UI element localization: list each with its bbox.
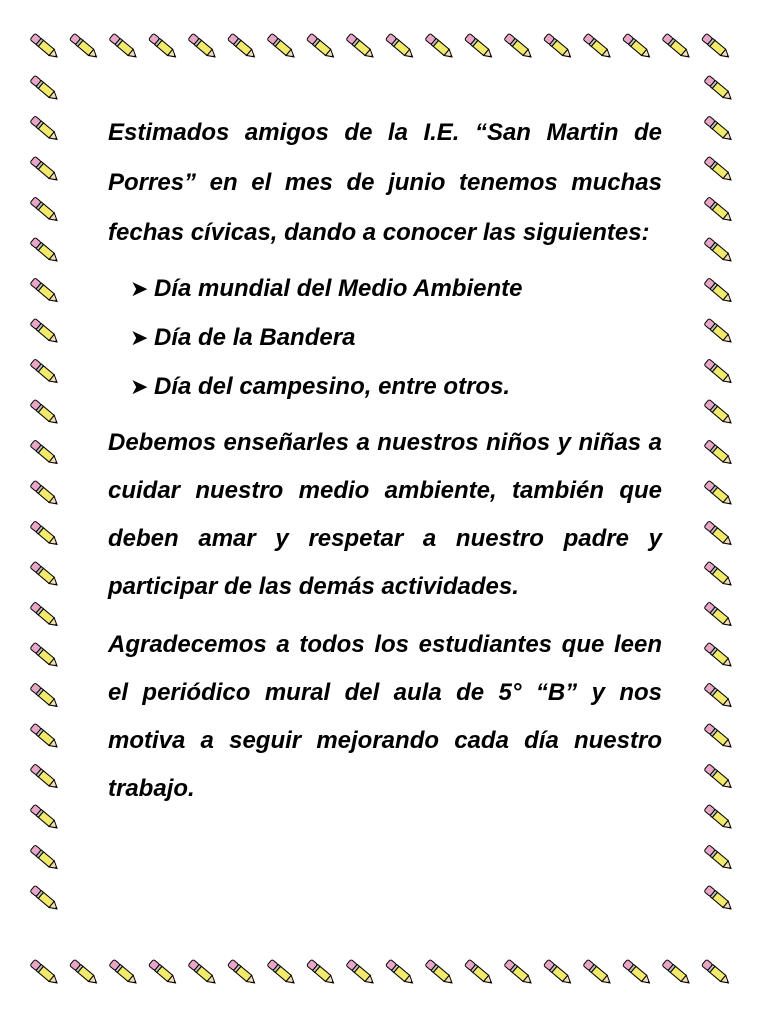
pencil-icon: [425, 959, 455, 986]
pencil-icon: [30, 75, 60, 102]
pencil-icon: [30, 845, 60, 872]
pencil-icon: [109, 959, 139, 986]
pencil-icon: [464, 33, 494, 60]
pencil-icon: [188, 33, 218, 60]
pencil-icon: [30, 959, 60, 986]
pencil-icon: [583, 959, 613, 986]
pencil-icon: [504, 33, 534, 60]
pencil-icon: [69, 33, 99, 60]
arrow-bullet-icon: ➤: [130, 276, 149, 301]
pencil-icon: [267, 959, 297, 986]
pencil-icon: [425, 33, 455, 60]
pencil-icon: [622, 33, 652, 60]
care-paragraph: Debemos enseñarles a nuestros niños y niñas a cuidar nuestro medio ambiente, también que deben amar y respetar a nuestro padre y participar de las demás actividades.: [108, 429, 662, 600]
pencil-icon: [30, 278, 60, 305]
pencil-icon: [30, 156, 60, 183]
pencil-icon: [662, 959, 692, 986]
pencil-icon: [704, 75, 734, 102]
pencil-icon: [704, 156, 734, 183]
pencil-icon: [346, 959, 376, 986]
pencil-icon: [30, 399, 60, 426]
pencil-icon: [704, 237, 734, 264]
pencil-icon: [704, 885, 734, 912]
pencil-icon: [704, 764, 734, 791]
pencil-icon: [109, 33, 139, 60]
arrow-bullet-icon: ➤: [130, 374, 149, 399]
pencil-icon: [704, 804, 734, 831]
pencil-icon: [704, 845, 734, 872]
pencil-icon: [704, 440, 734, 467]
pencil-icon: [704, 116, 734, 143]
pencil-icon: [30, 197, 60, 224]
list-item-label: Día de la Bandera: [154, 324, 356, 351]
pencil-icon: [30, 521, 60, 548]
pencil-icon: [227, 959, 257, 986]
pencil-icon: [701, 33, 731, 60]
pencil-icon: [227, 33, 257, 60]
pencil-icon: [701, 959, 731, 986]
pencil-icon: [30, 33, 60, 60]
pencil-icon: [30, 885, 60, 912]
pencil-icon: [306, 33, 336, 60]
pencil-icon: [30, 116, 60, 143]
pencil-icon: [148, 33, 178, 60]
pencil-icon: [30, 318, 60, 345]
pencil-icon: [385, 33, 415, 60]
pencil-icon: [30, 359, 60, 386]
thanks-paragraph: Agradecemos a todos los estudiantes que leen el periódico mural del aula de 5° “B” y nos motiva a seguir mejorando cada día nuestro trabajo.: [108, 631, 662, 802]
pencil-icon: [704, 561, 734, 588]
pencil-icon: [30, 480, 60, 507]
pencil-icon: [704, 197, 734, 224]
pencil-icon: [543, 33, 573, 60]
pencil-icon: [30, 561, 60, 588]
pencil-icon: [704, 642, 734, 669]
pencil-icon: [583, 33, 613, 60]
pencil-icon: [704, 399, 734, 426]
pencil-icon: [30, 642, 60, 669]
pencil-icon: [306, 959, 336, 986]
pencil-icon: [704, 723, 734, 750]
pencil-icon: [30, 764, 60, 791]
civic-dates-list: [108, 264, 662, 411]
pencil-icon: [30, 683, 60, 710]
pencil-icon: [30, 440, 60, 467]
pencil-icon: [464, 959, 494, 986]
pencil-icon: [622, 959, 652, 986]
pencil-icon: [30, 723, 60, 750]
pencil-icon: [662, 33, 692, 60]
pencil-icon: [267, 33, 297, 60]
pencil-icon: [385, 959, 415, 986]
pencil-icon: [30, 237, 60, 264]
pencil-icon: [704, 359, 734, 386]
pencil-icon: [148, 959, 178, 986]
pencil-icon: [704, 318, 734, 345]
pencil-icon: [346, 33, 376, 60]
pencil-icon: [504, 959, 534, 986]
list-item-label: Día del campesino, entre otros.: [154, 373, 511, 400]
list-item-label: Día mundial del Medio Ambiente: [154, 275, 523, 302]
pencil-icon: [188, 959, 218, 986]
list-item: [130, 264, 662, 313]
pencil-icon: [543, 959, 573, 986]
arrow-bullet-icon: ➤: [130, 325, 149, 350]
list-item: [130, 362, 662, 411]
intro-paragraph: Estimados amigos de la I.E. “San Martin de Porres” en el mes de junio tenemos muchas fechas cívicas, dando a conocer las siguientes:: [108, 119, 662, 246]
pencil-icon: [704, 683, 734, 710]
pencil-icon: [30, 602, 60, 629]
notice-text: [108, 108, 662, 813]
pencil-icon: [704, 521, 734, 548]
pencil-icon: [704, 480, 734, 507]
pencil-icon: [69, 959, 99, 986]
list-item: [130, 313, 662, 362]
pencil-icon: [704, 278, 734, 305]
pencil-icon: [30, 804, 60, 831]
pencil-icon: [704, 602, 734, 629]
